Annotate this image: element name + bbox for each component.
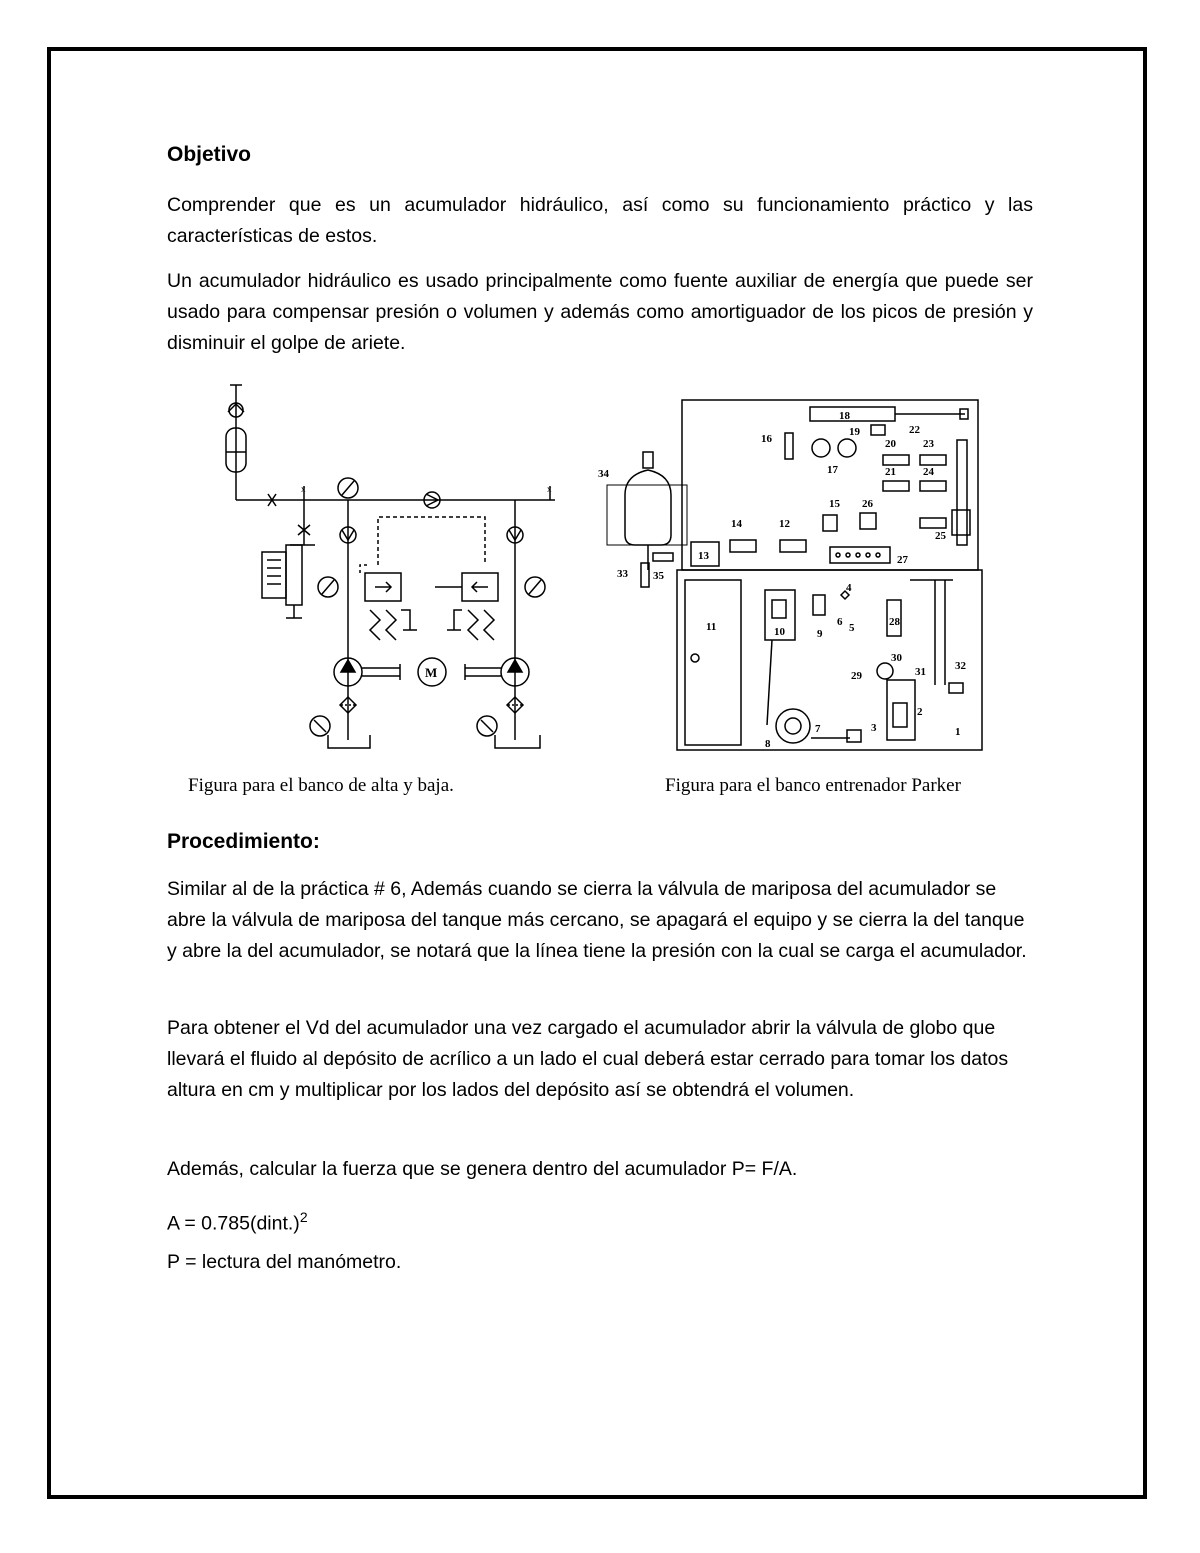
parker-label-30: 30 — [891, 652, 902, 664]
parker-label-12: 12 — [779, 518, 790, 530]
procedimiento-paragraph-2-block — [167, 1013, 1037, 1106]
procedimiento-paragraph-4-block — [167, 1247, 1033, 1278]
formula-exponent: 2 — [299, 1209, 308, 1225]
parker-label-26: 26 — [862, 498, 873, 510]
parker-label-28: 28 — [889, 616, 900, 628]
parker-label-18: 18 — [839, 410, 850, 422]
objetivo-paragraph-2: Un acumulador hidráulico es usado principalmente como fuente auxiliar de energía que puede ser usado para compensar presión o volumen y además como amortiguador de los picos de presión y disminuir el golpe de ariete. — [167, 270, 1033, 354]
objetivo-paragraph-1-block — [167, 190, 1033, 252]
parker-label-23: 23 — [923, 438, 934, 450]
parker-label-34: 34 — [598, 468, 609, 480]
parker-label-32: 32 — [955, 660, 966, 672]
parker-label-3: 3 — [871, 722, 877, 734]
procedimiento-paragraph-4: P = lectura del manómetro. — [167, 1251, 402, 1273]
area-formula — [167, 1202, 1033, 1240]
parker-label-2: 2 — [917, 706, 923, 718]
procedimiento-paragraph-1: Similar al de la práctica # 6, Además cuando se cierra la válvula de mariposa del acumulador se abre la válvula de mariposa del tanque más cercano, se apagará el equipo y se cierra la del tanque y abre la del acumulador, se notará que la línea tiene la presión con la cual se carga el acumulador. — [167, 878, 1027, 962]
parker-label-25: 25 — [935, 530, 946, 542]
parker-label-21: 21 — [885, 466, 896, 478]
parker-label-5: 5 — [849, 622, 855, 634]
procedimiento-paragraph-3: Además, calcular la fuerza que se genera dentro del acumulador P= F/A. — [167, 1158, 798, 1180]
procedimiento-paragraph-1-block — [167, 874, 1037, 967]
objetivo-heading: Objetivo — [167, 143, 252, 166]
parker-label-20: 20 — [885, 438, 896, 450]
parker-label-31: 31 — [915, 666, 926, 678]
parker-label-16: 16 — [761, 433, 772, 445]
parker-label-13: 13 — [698, 550, 709, 562]
svg-text:x: x — [547, 484, 552, 494]
figure-banco-alta-baja — [210, 380, 570, 765]
parker-label-22: 22 — [909, 424, 920, 436]
svg-text:x: x — [301, 484, 306, 494]
parker-label-11: 11 — [706, 621, 717, 633]
right-figure-caption: Figura para el banco entrenador Parker — [665, 775, 961, 796]
parker-label-6: 6 — [837, 616, 843, 628]
formula-rhs: 0.785(dint.) — [201, 1212, 300, 1235]
parker-label-7: 7 — [815, 723, 821, 735]
procedimiento-paragraph-2: Para obtener el Vd del acumulador una vez cargado el acumulador abrir la válvula de globo que llevará el fluido al depósito de acrílico a un lado el cual deberá estar cerrado para tomar los datos altura en cm y multiplicar por los lados del depósito así se obtendrá el volumen. — [167, 1017, 1009, 1101]
page-border — [47, 47, 1147, 1499]
parker-label-14: 14 — [731, 518, 742, 530]
figure-banco-parker — [595, 395, 995, 760]
parker-label-15: 15 — [829, 498, 840, 510]
parker-label-4: 4 — [846, 582, 852, 594]
left-figure-caption: Figura para el banco de alta y baja. — [188, 775, 454, 796]
parker-label-35: 35 — [653, 570, 664, 582]
objetivo-paragraph-1: Comprender que es un acumulador hidráulico, así como su funcionamiento práctico y las características de estos. — [167, 194, 1033, 247]
parker-label-24: 24 — [923, 466, 934, 478]
parker-label-29: 29 — [851, 670, 862, 682]
parker-label-19: 19 — [849, 426, 860, 438]
formula-lhs: A = — [167, 1212, 202, 1235]
procedimiento-section — [167, 830, 1033, 854]
parker-label-9: 9 — [817, 628, 823, 640]
parker-label-1: 1 — [955, 726, 961, 738]
parker-label-27: 27 — [897, 554, 908, 566]
procedimiento-heading: Procedimiento: — [167, 830, 320, 853]
parker-label-10: 10 — [774, 626, 785, 638]
motor-label: M — [425, 665, 438, 680]
parker-label-8: 8 — [765, 738, 771, 750]
objetivo-section — [167, 143, 1033, 167]
procedimiento-paragraph-3-block — [167, 1154, 1033, 1185]
parker-label-17: 17 — [827, 464, 838, 476]
objetivo-paragraph-2-block — [167, 266, 1033, 359]
parker-label-33: 33 — [617, 568, 628, 580]
